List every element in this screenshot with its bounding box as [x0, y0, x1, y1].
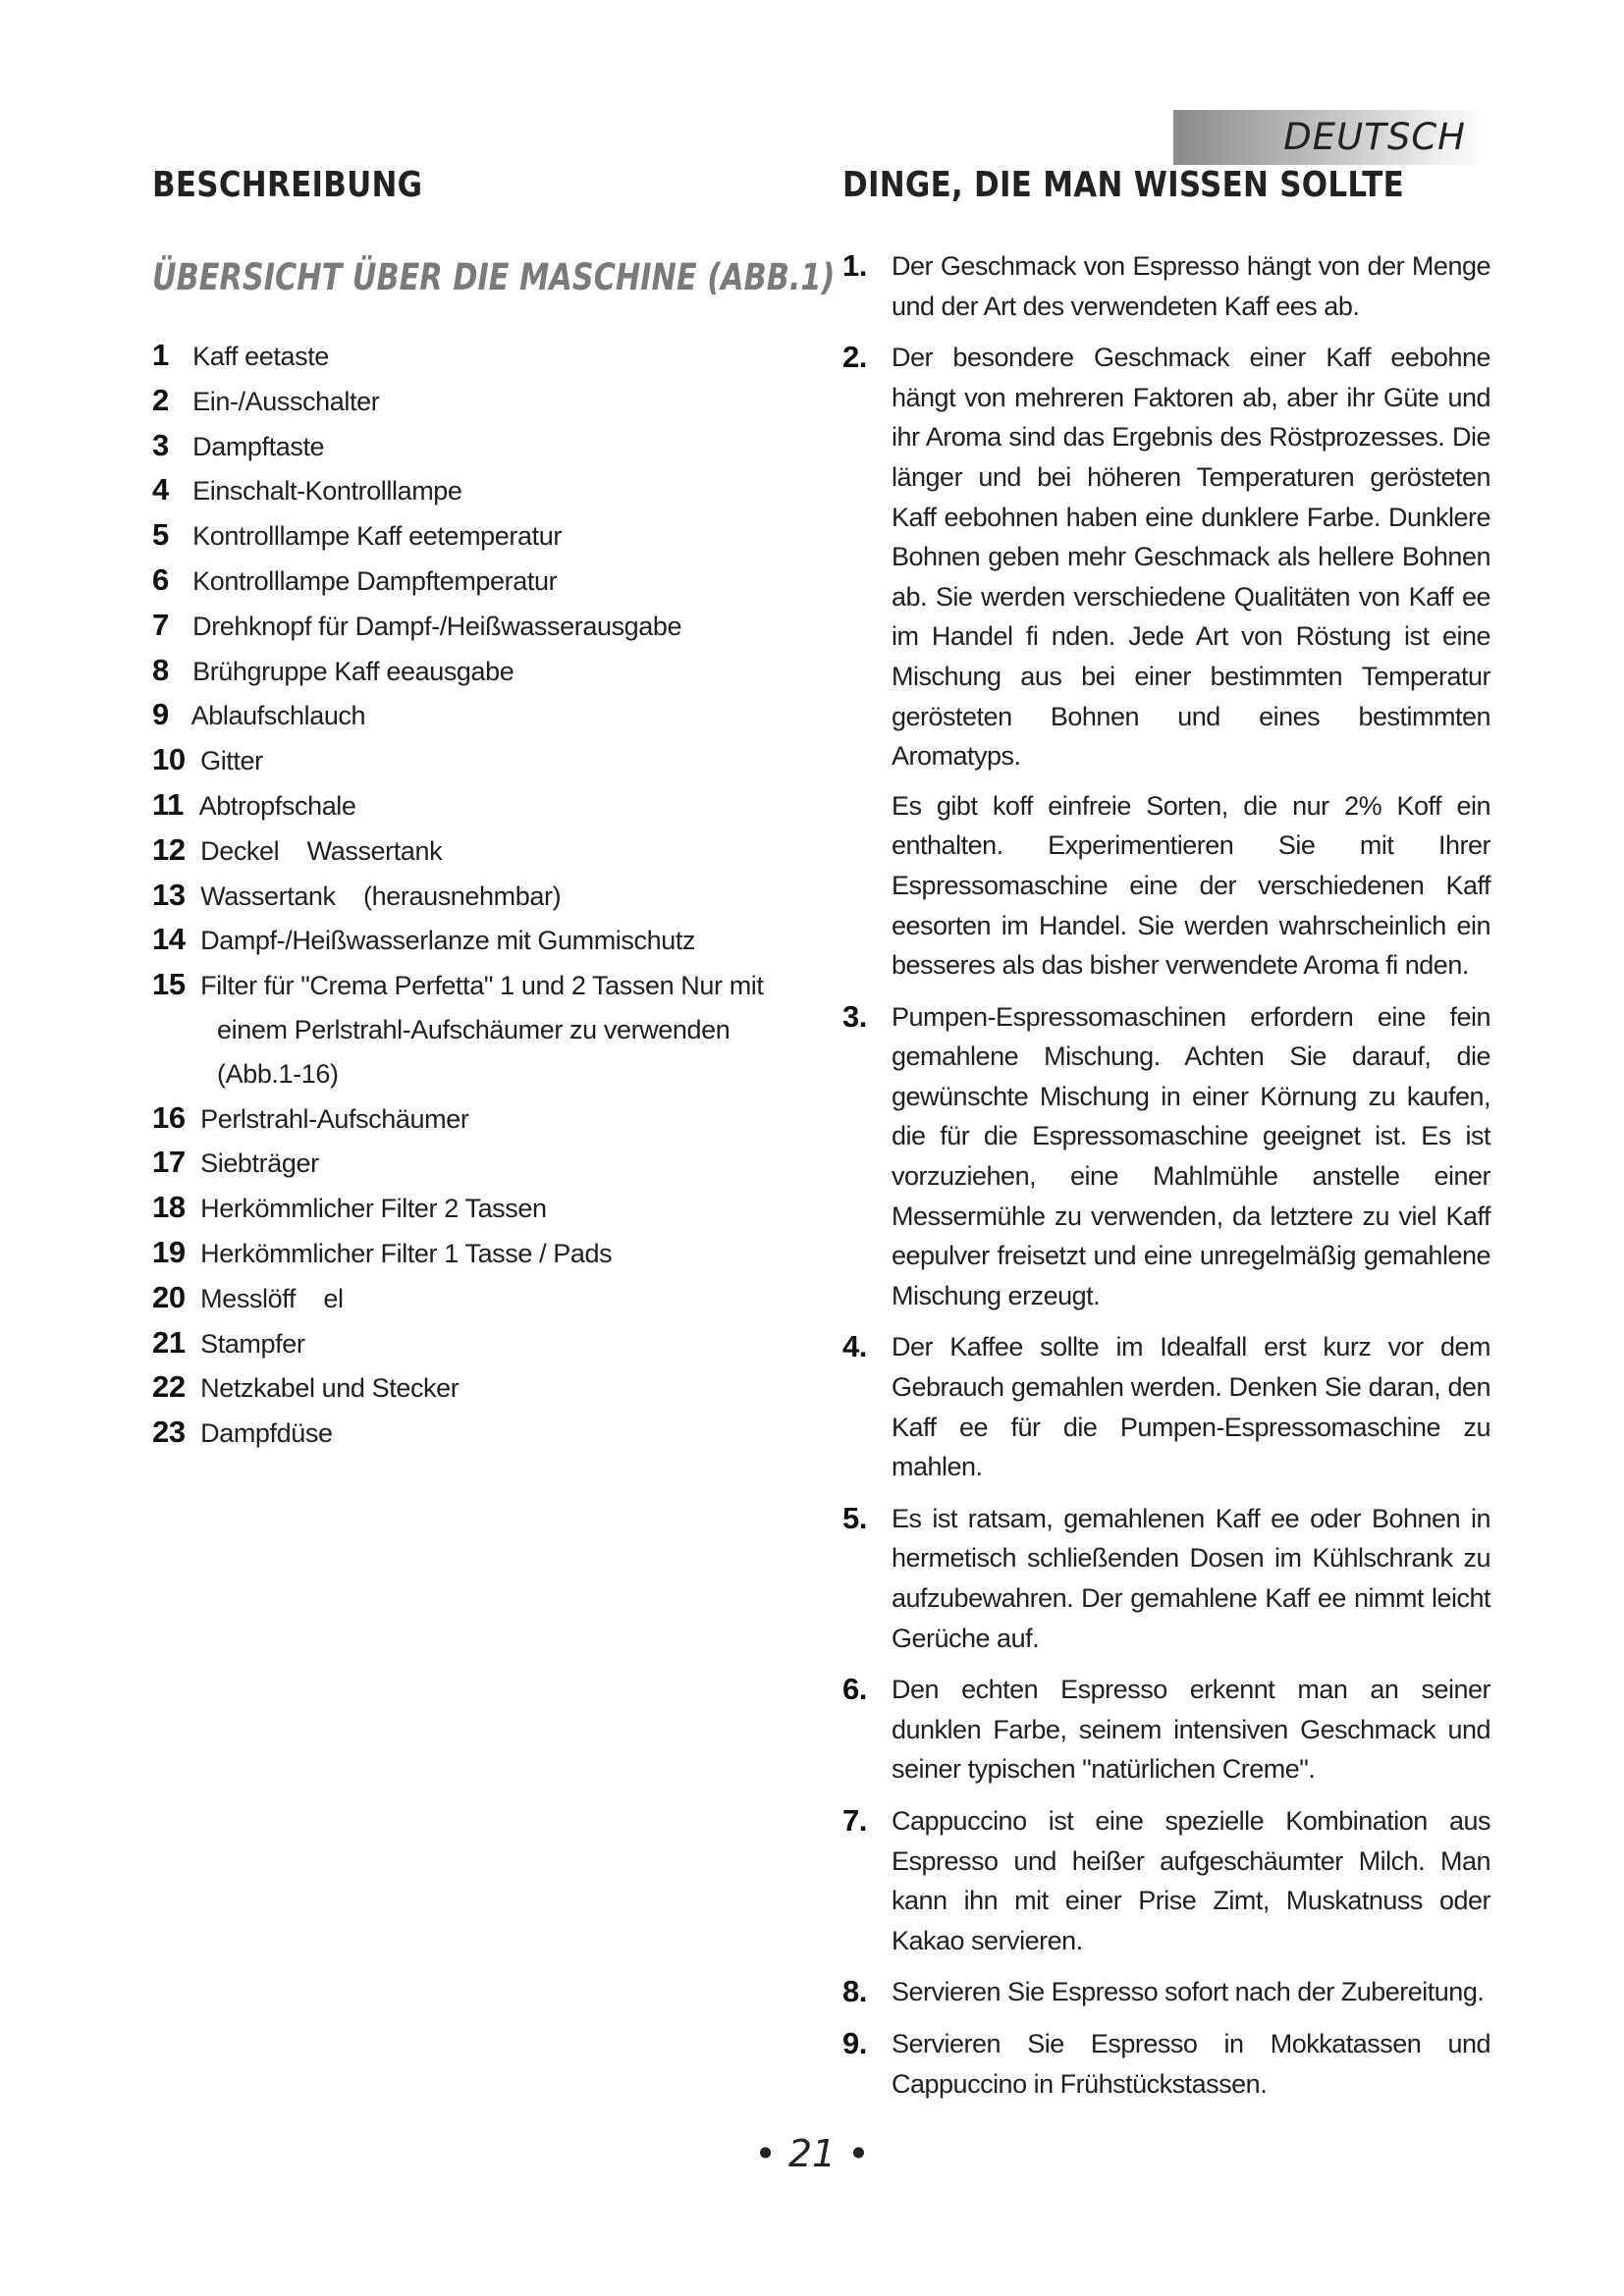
- list-item: 18 Herkömmlicher Filter 2 Tassen: [152, 1190, 547, 1225]
- list-item: 21 Stampfer: [152, 1324, 305, 1360]
- list-item: 4 Einschalt-Kontrolllampe: [152, 472, 462, 507]
- list-item: 3 Dampftaste: [152, 427, 325, 462]
- language-label: DEUTSCH: [1283, 116, 1466, 158]
- list-item: 19 Herkömmlicher Filter 1 Tasse / Pads: [152, 1234, 613, 1269]
- tips-title: DINGE, DIE MAN WISSEN SOLLTE: [842, 165, 1404, 205]
- list-item: 9 Ablaufschlauch: [152, 697, 366, 732]
- list-item: 17 Siebträger: [152, 1145, 319, 1180]
- list-item: 20 Messlöff el: [152, 1279, 344, 1314]
- page-number: • 21 •: [754, 2132, 870, 2175]
- parts-list: [152, 334, 790, 1456]
- list-item: 7 Drehknopf für Dampf-/Heißwasserausgabe: [152, 607, 682, 642]
- list-item: 13 Wassertank (herausnehmbar): [152, 877, 562, 912]
- machine-overview-subtitle: ÜBERSICHT ÜBER DIE MASCHINE (ABB.1): [152, 256, 836, 298]
- list-item: 2. Der besondere Geschmack einer Kaff eebohne hängt von mehreren Faktoren ab, aber ihr Güte und ihr Aroma sind das Ergebnis des Röstprozesses. Die länger und bei höheren Temperaturen gerösteten Kaff eebohnen haben eine dunklere Farbe. Dunklere Bohnen geben mehr Geschmack als hellere Bohnen ab. Sie werden verschiedene Qualitäten von Kaff ee im Handel fi nden. Jede Art von Röstung ist eine Mischung aus bei einer bestimmten Temperatur gerösteten Bohnen und eines bestimmten Aromatyps. Es gibt koff einfreie Sorten, die nur 2% Koff ein enthalten. Experimentieren Sie mit Ihrer Espressomaschine eine der verschiedenen Kaff eesorten im Handel. Sie werden wahrscheinlich ein besseres als das bisher verwendete Aroma fi nden.: [842, 340, 1490, 981]
- description-title: BESCHREIBUNG: [152, 165, 423, 205]
- list-item: 6 Kontrolllampe Dampftemperatur: [152, 561, 558, 597]
- list-item: 7. Cappuccino ist eine spezielle Kombination aus Espresso und heißer aufgeschäumter Milch. Man kann ihn mit einer Prise Zimt, Muskatnuss oder Kakao servieren.: [842, 1802, 1490, 1955]
- list-item: 4. Der Kaffee sollte im Idealfall erst kurz vor dem Gebrauch gemahlen werden. Denken Sie daran, den Kaff ee für die Pumpen-Espressomaschine zu mahlen.: [842, 1329, 1490, 1482]
- list-item: 23 Dampfdüse: [152, 1415, 333, 1450]
- list-item: 1. Der Geschmack von Espresso hängt von der Menge und der Art des verwendeten Kaff ees ab.: [842, 248, 1490, 321]
- list-item: 22 Netzkabel und Stecker: [152, 1369, 460, 1405]
- list-item: 8. Servieren Sie Espresso sofort nach der Zubereitung.: [842, 1974, 1485, 2009]
- list-item: 9. Servieren Sie Espresso in Mokkatassen und Cappuccino in Frühstückstassen.: [842, 2025, 1490, 2099]
- list-item: 6. Den echten Espresso erkennt man an seiner dunklen Farbe, seinem intensiven Geschmack und seiner typischen "natürlichen Creme".: [842, 1672, 1490, 1785]
- list-item: 2 Ein-/Ausschalter: [152, 382, 380, 417]
- description-column: [152, 165, 836, 1456]
- list-item: 1 Kaff eetaste: [152, 338, 329, 372]
- list-item: 12 Deckel Wassertank: [152, 831, 443, 867]
- list-item: 15 Filter für "Crema Perfetta" 1 und 2 Tassen Nur mit einem Perlstrahl-Aufschäumer zu verwenden (Abb.1-16): [152, 967, 764, 1089]
- list-item: 10 Gitter: [152, 742, 263, 777]
- list-item: 5 Kontrolllampe Kaff eetemperatur: [152, 517, 562, 553]
- language-tab: [1173, 110, 1488, 165]
- list-item: 11 Abtropfschale: [152, 786, 356, 822]
- tips-list: [842, 246, 1490, 2104]
- list-item: 16 Perlstrahl-Aufschäumer: [152, 1099, 469, 1135]
- list-item: 8 Brühgruppe Kaff eeausgabe: [152, 652, 514, 687]
- tips-column: [842, 165, 1490, 2115]
- list-item: 3. Pumpen-Espressomaschinen erfordern eine fein gemahlene Mischung. Achten Sie darauf, die gewünschte Mischung in einer Körnung zu kaufen, die für die Espressomaschine geeignet ist. Es ist vorzuziehen, eine Mahlmühle anstelle einer Messermühle zu verwenden, da letztere zu viel Kaff eepulver freisetzt und eine unregelmäßig gemahlene Mischung erzeugt.: [842, 998, 1490, 1310]
- list-item: 14 Dampf-/Heißwasserlanze mit Gummischutz: [152, 922, 696, 957]
- list-item: 5. Es ist ratsam, gemahlenen Kaff ee oder Bohnen in hermetisch schließenden Dosen im Kühlschrank zu aufzubewahren. Der gemahlene Kaff ee nimmt leicht Gerüche auf.: [842, 1500, 1490, 1653]
